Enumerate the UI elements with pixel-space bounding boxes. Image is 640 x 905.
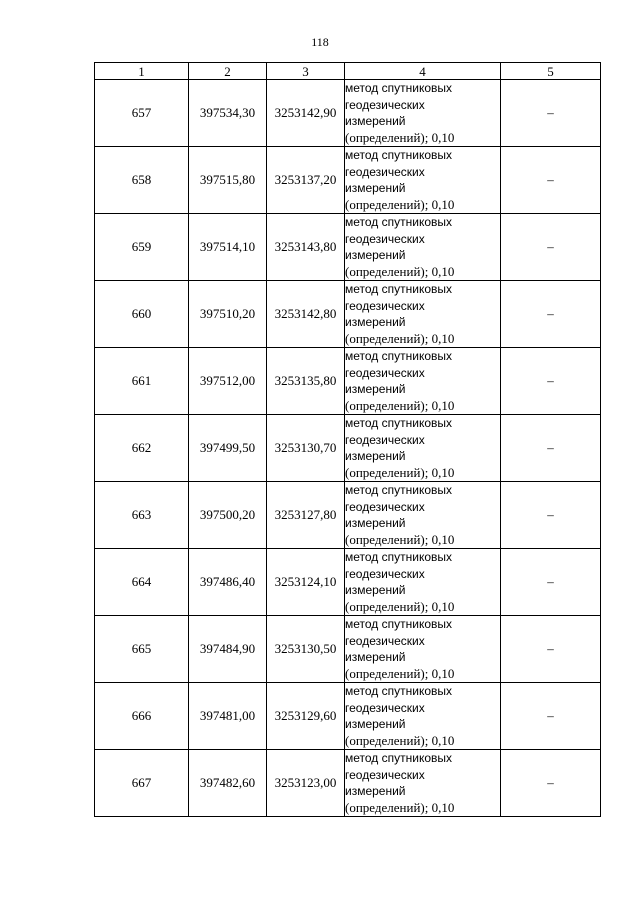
table-row bbox=[95, 549, 601, 616]
method-line: измерений bbox=[345, 583, 406, 597]
method-line: геодезических bbox=[345, 767, 425, 782]
method-line: геодезических bbox=[345, 566, 425, 581]
precision-value: – bbox=[501, 415, 601, 482]
method-line: геодезических bbox=[345, 164, 425, 179]
method-line: геодезических bbox=[345, 298, 425, 313]
precision-value: – bbox=[501, 147, 601, 214]
precision-value: – bbox=[501, 482, 601, 549]
table-row bbox=[95, 616, 601, 683]
method-line: метод спутниковых bbox=[345, 215, 453, 229]
header-col-4: 4 bbox=[345, 63, 501, 80]
coordinate-y: 3253127,80 bbox=[267, 482, 345, 549]
method-description bbox=[345, 750, 501, 817]
precision-value: – bbox=[501, 683, 601, 750]
method-line: измерений bbox=[345, 650, 406, 664]
coordinate-x: 397482,60 bbox=[189, 750, 267, 817]
table-row bbox=[95, 214, 601, 281]
coordinate-x: 397512,00 bbox=[189, 348, 267, 415]
method-line: (определений); 0,10 bbox=[345, 665, 455, 681]
table-row bbox=[95, 348, 601, 415]
method-line: метод спутниковых bbox=[345, 684, 453, 698]
coordinate-x: 397500,20 bbox=[189, 482, 267, 549]
method-description bbox=[345, 683, 501, 750]
method-line: метод спутниковых bbox=[345, 81, 453, 95]
method-line: геодезических bbox=[345, 499, 425, 514]
method-description bbox=[345, 214, 501, 281]
coordinate-x: 397486,40 bbox=[189, 549, 267, 616]
coordinate-y: 3253142,80 bbox=[267, 281, 345, 348]
method-description bbox=[345, 482, 501, 549]
method-line: (определений); 0,10 bbox=[345, 531, 455, 547]
method-line: геодезических bbox=[345, 633, 425, 648]
method-line: метод спутниковых bbox=[345, 349, 453, 363]
coordinate-x: 397515,80 bbox=[189, 147, 267, 214]
method-line: геодезических bbox=[345, 231, 425, 246]
header-col-3: 3 bbox=[267, 63, 345, 80]
precision-value: – bbox=[501, 281, 601, 348]
table-row bbox=[95, 415, 601, 482]
method-line: геодезических bbox=[345, 365, 425, 380]
point-number: 662 bbox=[95, 415, 189, 482]
method-line: метод спутниковых bbox=[345, 148, 453, 162]
method-description bbox=[345, 616, 501, 683]
method-line: (определений); 0,10 bbox=[345, 799, 455, 815]
method-description bbox=[345, 415, 501, 482]
point-number: 657 bbox=[95, 80, 189, 147]
coordinate-y: 3253129,60 bbox=[267, 683, 345, 750]
precision-value: – bbox=[501, 750, 601, 817]
method-line: (определений); 0,10 bbox=[345, 397, 455, 413]
method-line: геодезических bbox=[345, 432, 425, 447]
method-line: (определений); 0,10 bbox=[345, 598, 455, 614]
coordinate-y: 3253143,80 bbox=[267, 214, 345, 281]
coordinate-y: 3253123,00 bbox=[267, 750, 345, 817]
point-number: 664 bbox=[95, 549, 189, 616]
coordinate-y: 3253124,10 bbox=[267, 549, 345, 616]
method-line: измерений bbox=[345, 248, 406, 262]
header-col-1: 1 bbox=[95, 63, 189, 80]
method-line: измерений bbox=[345, 717, 406, 731]
coordinate-x: 397499,50 bbox=[189, 415, 267, 482]
precision-value: – bbox=[501, 549, 601, 616]
header-col-5: 5 bbox=[501, 63, 601, 80]
method-line: метод спутниковых bbox=[345, 282, 453, 296]
method-line: метод спутниковых bbox=[345, 751, 453, 765]
point-number: 658 bbox=[95, 147, 189, 214]
precision-value: – bbox=[501, 616, 601, 683]
coordinate-x: 397484,90 bbox=[189, 616, 267, 683]
method-description bbox=[345, 147, 501, 214]
method-line: измерений bbox=[345, 315, 406, 329]
coordinate-y: 3253130,70 bbox=[267, 415, 345, 482]
coordinate-y: 3253135,80 bbox=[267, 348, 345, 415]
page-number: 118 bbox=[311, 35, 329, 49]
method-line: геодезических bbox=[345, 700, 425, 715]
coordinate-y: 3253142,90 bbox=[267, 80, 345, 147]
method-line: измерений bbox=[345, 449, 406, 463]
precision-value: – bbox=[501, 80, 601, 147]
method-description bbox=[345, 549, 501, 616]
method-line: измерений bbox=[345, 382, 406, 396]
point-number: 666 bbox=[95, 683, 189, 750]
method-line: (определений); 0,10 bbox=[345, 129, 455, 145]
coordinate-x: 397481,00 bbox=[189, 683, 267, 750]
point-number: 661 bbox=[95, 348, 189, 415]
method-line: метод спутниковых bbox=[345, 416, 453, 430]
method-description bbox=[345, 348, 501, 415]
coordinate-y: 3253137,20 bbox=[267, 147, 345, 214]
coordinate-x: 397514,10 bbox=[189, 214, 267, 281]
method-line: (определений); 0,10 bbox=[345, 464, 455, 480]
precision-value: – bbox=[501, 348, 601, 415]
table-row bbox=[95, 147, 601, 214]
precision-value: – bbox=[501, 214, 601, 281]
table-row bbox=[95, 683, 601, 750]
coordinate-x: 397510,20 bbox=[189, 281, 267, 348]
point-number: 667 bbox=[95, 750, 189, 817]
method-line: метод спутниковых bbox=[345, 617, 453, 631]
table-row bbox=[95, 750, 601, 817]
method-line: метод спутниковых bbox=[345, 550, 453, 564]
table-row bbox=[95, 80, 601, 147]
method-line: измерений bbox=[345, 181, 406, 195]
point-number: 665 bbox=[95, 616, 189, 683]
method-line: измерений bbox=[345, 784, 406, 798]
method-line: измерений bbox=[345, 516, 406, 530]
coordinate-y: 3253130,50 bbox=[267, 616, 345, 683]
coordinates-table bbox=[94, 62, 601, 817]
table-row bbox=[95, 482, 601, 549]
table-row bbox=[95, 281, 601, 348]
point-number: 663 bbox=[95, 482, 189, 549]
method-line: метод спутниковых bbox=[345, 483, 453, 497]
method-line: (определений); 0,10 bbox=[345, 732, 455, 748]
header-row bbox=[95, 63, 601, 80]
method-line: измерений bbox=[345, 114, 406, 128]
method-description bbox=[345, 80, 501, 147]
method-line: (определений); 0,10 bbox=[345, 196, 455, 212]
method-description bbox=[345, 281, 501, 348]
point-number: 659 bbox=[95, 214, 189, 281]
point-number: 660 bbox=[95, 281, 189, 348]
method-line: (определений); 0,10 bbox=[345, 263, 455, 279]
method-line: (определений); 0,10 bbox=[345, 330, 455, 346]
header-col-2: 2 bbox=[189, 63, 267, 80]
method-line: геодезических bbox=[345, 97, 425, 112]
coordinate-x: 397534,30 bbox=[189, 80, 267, 147]
